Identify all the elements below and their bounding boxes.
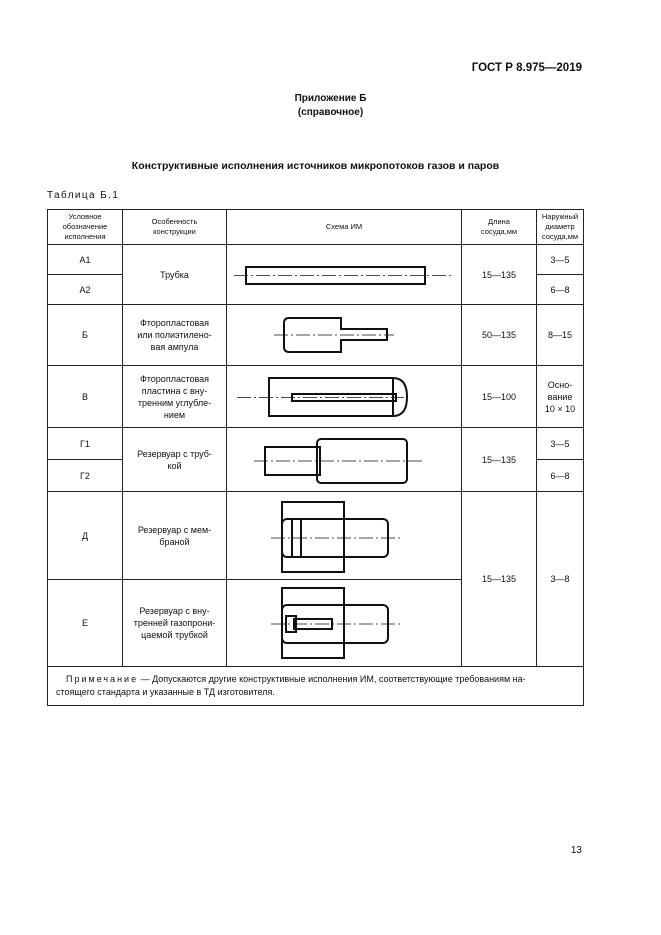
tube-diagram	[229, 246, 459, 304]
table-row	[48, 305, 584, 366]
table-label: Таблица Б.1	[47, 190, 120, 201]
diameter-b: 8—15	[537, 305, 584, 366]
feature-tube: Трубка	[123, 245, 227, 305]
feature-membrane: Резервуар с мем- браной	[123, 492, 227, 580]
designs-table	[47, 209, 584, 706]
feature-ampoule: Фторопластовая или полиэтилено- вая ампула	[123, 305, 227, 366]
scheme-permeable-tube	[227, 580, 462, 667]
col-header-length: Длина сосуда,мм	[462, 210, 537, 245]
note-label: Примечание	[66, 674, 139, 684]
code-b: Б	[48, 305, 123, 366]
diameter-v: Осно- вание 10 × 10	[537, 366, 584, 428]
scheme-plate	[227, 366, 462, 428]
diameter-a1: 3—5	[537, 245, 584, 275]
table-row	[48, 492, 584, 580]
code-g2: Г2	[48, 460, 123, 492]
scheme-membrane	[227, 492, 462, 580]
code-e: Е	[48, 580, 123, 667]
code-d: Д	[48, 492, 123, 580]
col-header-designation: Условное обозначение исполнения	[48, 210, 123, 245]
diameter-de: 3—8	[537, 492, 584, 667]
diameter-g2: 6—8	[537, 460, 584, 492]
code-g1: Г1	[48, 428, 123, 460]
scheme-ampoule	[227, 305, 462, 366]
col-header-diameter: Наружный диаметр сосуда,мм	[537, 210, 584, 245]
feature-plate: Фторопластовая пластина с вну- тренним углубле- нием	[123, 366, 227, 428]
document-code: ГОСТ Р 8.975—2019	[471, 62, 582, 74]
appendix-title: Приложение Б	[294, 93, 367, 104]
col-header-feature: Особенность конструкции	[123, 210, 227, 245]
code-v: В	[48, 366, 123, 428]
table-row	[48, 366, 584, 428]
code-a2: А2	[48, 275, 123, 305]
appendix-subtitle: (справочное)	[297, 107, 364, 118]
diameter-a2: 6—8	[537, 275, 584, 305]
note-text: — Допускаются другие конструктивные исполнения ИМ, соответствующие требованиям на-	[138, 674, 526, 684]
table-header-row	[48, 210, 584, 245]
note-text-continued: стоящего стандарта и указанные в ТД изготовителя.	[56, 687, 275, 697]
plate-diagram	[229, 368, 459, 426]
scheme-tube	[227, 245, 462, 305]
length-a: 15—135	[462, 245, 537, 305]
table-row	[48, 245, 584, 275]
section-title: Конструктивные исполнения источников микропотоков газов и паров	[131, 160, 500, 172]
reservoir-tube-diagram	[229, 429, 459, 491]
length-g: 15—135	[462, 428, 537, 492]
ampoule-diagram	[229, 306, 459, 364]
membrane-diagram	[229, 494, 459, 578]
table-row	[48, 428, 584, 460]
col-header-scheme: Схема ИМ	[227, 210, 462, 245]
note	[48, 667, 584, 706]
code-a1: А1	[48, 245, 123, 275]
diameter-g1: 3—5	[537, 428, 584, 460]
page-number: 13	[570, 845, 582, 856]
feature-permeable-tube: Резервуар с вну- тренней газопрони- цаемой трубкой	[123, 580, 227, 667]
scheme-reservoir-tube	[227, 428, 462, 492]
note-row	[48, 667, 584, 706]
length-de: 15—135	[462, 492, 537, 667]
length-v: 15—100	[462, 366, 537, 428]
feature-reservoir-tube: Резервуар с труб- кой	[123, 428, 227, 492]
length-b: 50—135	[462, 305, 537, 366]
permeable-tube-diagram	[229, 581, 459, 665]
